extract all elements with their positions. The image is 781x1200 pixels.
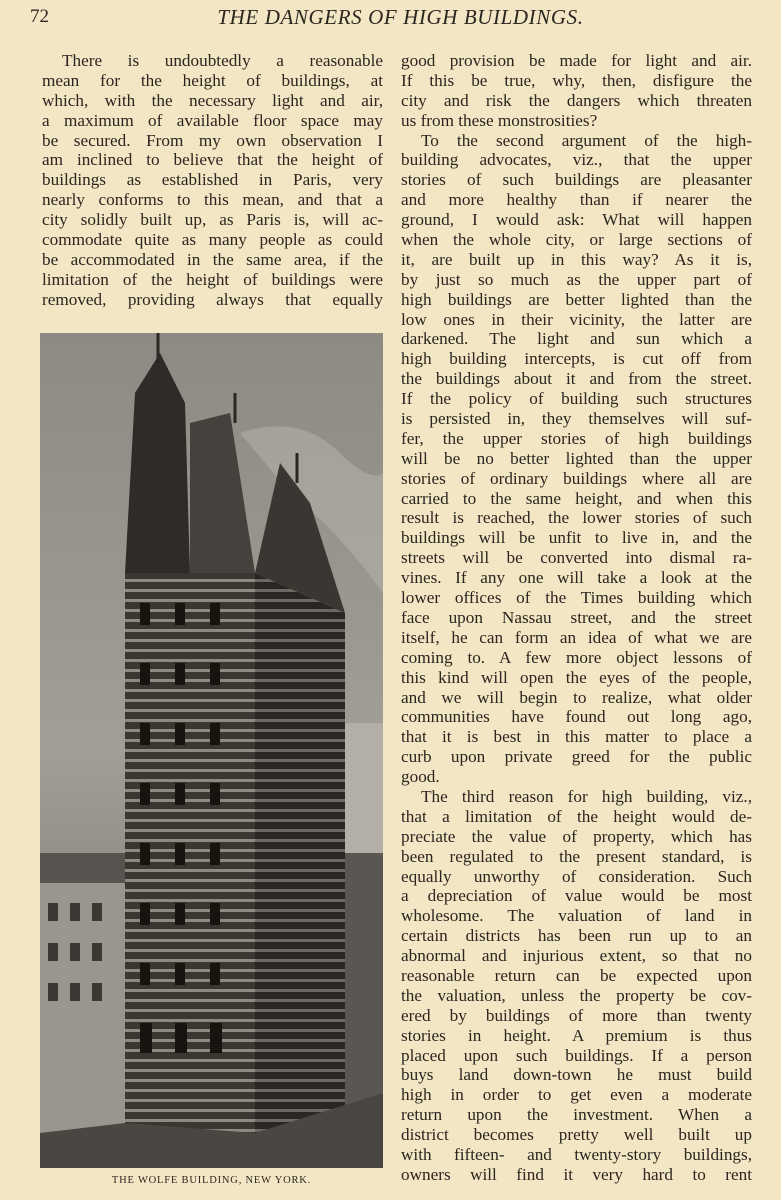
text-line: equally unworthy of consideration. Such [401, 866, 752, 886]
figure-caption: THE WOLFE BUILDING, NEW YORK. [111, 1175, 312, 1186]
text-line: nearly conforms to this mean, and that a [42, 190, 383, 210]
text-line: stories of ordinary buildings where all are [401, 468, 752, 488]
text-line: high buildings are better lighted than the [401, 289, 752, 309]
text-line: it, are built up in this way? As it is, [401, 249, 752, 269]
text-line: vines. If any one will take a look at the [401, 568, 752, 588]
text-line: ered by buildings of more than twenty [401, 1005, 752, 1025]
paragraph [42, 51, 383, 310]
text-line: and more healthy than if nearer the [401, 190, 752, 210]
text-line: certain districts has been run up to an [401, 926, 752, 946]
text-line: wholesome. The valuation of land in [401, 906, 752, 926]
text-line: preciate the value of property, which has [401, 826, 752, 846]
text-line: itself, he can form an idea of what we are [401, 627, 752, 647]
text-line: city solidly built up, as Paris is, will ac- [42, 210, 383, 230]
text-line: buildings will be unfit to live in, and the [401, 528, 752, 548]
text-line: To the second argument of the high- [421, 130, 752, 150]
text-line: and we will begin to realize, what older [401, 687, 752, 707]
text-line: district becomes pretty well built up [401, 1125, 752, 1145]
text-line: a maximum of available floor space may [42, 110, 383, 130]
text-line: will be no better lighted than the upper [401, 448, 752, 468]
text-line: which, with the necessary light and air, [42, 90, 383, 110]
text-line: ground, I would ask: What will happen [401, 210, 752, 230]
text-line: return upon the investment. When a [401, 1105, 752, 1125]
text-line: mean for the height of buildings, at [42, 70, 383, 90]
text-line: There is undoubtedly a reasonable [62, 51, 383, 70]
text-line: buys land down-town he must build [401, 1065, 752, 1085]
text-line: low ones in their vicinity, the latter are [401, 309, 752, 329]
text-line: placed upon such buildings. If a person [401, 1045, 752, 1065]
text-line: darkened. The light and sun which a [401, 329, 752, 349]
text-line: removed, providing always that equally [42, 289, 383, 309]
text-line: limitation of the height of buildings were [42, 269, 383, 289]
text-line: buildings as established in Paris, very [42, 170, 383, 190]
text-line: good provision be made for light and air. [401, 51, 752, 70]
text-line: building advocates, viz., that the upper [401, 150, 752, 170]
text-line: communities have found out long ago, [401, 707, 752, 727]
text-line: been regulated to the present standard, is [401, 846, 752, 866]
text-line: be secured. From my own observation I [42, 130, 383, 150]
left-column [42, 51, 383, 310]
text-line: stories of such buildings are pleasanter [401, 170, 752, 190]
text-line: by just so much as the upper part of [401, 269, 752, 289]
text-line: us from these monstrosities? [401, 110, 598, 130]
text-line: streets will be converted into dismal ra- [401, 548, 752, 568]
text-line: city and risk the dangers which threaten [401, 90, 752, 110]
text-line: be accommodated in the same area, if the [42, 249, 383, 269]
text-line: that a limitation of the height would de- [401, 806, 752, 826]
running-title: THE DANGERS OF HIGH BUILDINGS. [217, 5, 584, 29]
text-line: good. [401, 767, 440, 787]
text-line: this kind will open the eyes of the people, [401, 667, 752, 687]
text-line: with fifteen- and twenty-story buildings, [401, 1144, 752, 1164]
text-line: The third reason for high building, viz., [421, 786, 752, 806]
text-line: abnormal and injurious extent, so that no [401, 946, 752, 966]
text-line: coming to. A few more object lessons of [401, 647, 752, 667]
text-line: the valuation, unless the property be cov- [401, 985, 752, 1005]
text-line: If this be true, why, then, disfigure the [401, 70, 752, 90]
text-line: stories in height. A premium is thus [401, 1025, 752, 1045]
text-line: fer, the upper stories of high buildings [401, 428, 752, 448]
paragraph [401, 51, 752, 131]
text-line: when the whole city, or large sections of [401, 230, 752, 250]
text-line: that it is best in this matter to place a [401, 727, 752, 747]
text-line: high in order to get even a moderate [401, 1085, 752, 1105]
text-line: the buildings about it and from the street. [401, 369, 752, 389]
text-line: result is reached, the lower stories of such [401, 508, 752, 528]
text-line: face upon Nassau street, and the street [401, 607, 752, 627]
paragraph [401, 787, 752, 1185]
text-line: If the policy of building such structures [401, 389, 752, 409]
paragraph [401, 131, 752, 787]
text-line: am inclined to believe that the height of [42, 150, 383, 170]
text-line: carried to the same height, and when this [401, 488, 752, 508]
page-number: 72 [30, 6, 49, 27]
text-line: owners will find it very hard to rent [401, 1164, 752, 1184]
wolfe-building-photograph [40, 333, 383, 1168]
text-line: is persisted in, they themselves will suf- [401, 409, 752, 429]
text-line: commodate quite as many people as could [42, 230, 383, 250]
text-line: lower offices of the Times building which [401, 588, 752, 608]
text-line: high building intercepts, is cut off from [401, 349, 752, 369]
text-line: a depreciation of value would be most [401, 886, 752, 906]
right-column [401, 51, 752, 1185]
text-line: reasonable return can be expected upon [401, 965, 752, 985]
text-line: curb upon private greed for the public [401, 747, 752, 767]
